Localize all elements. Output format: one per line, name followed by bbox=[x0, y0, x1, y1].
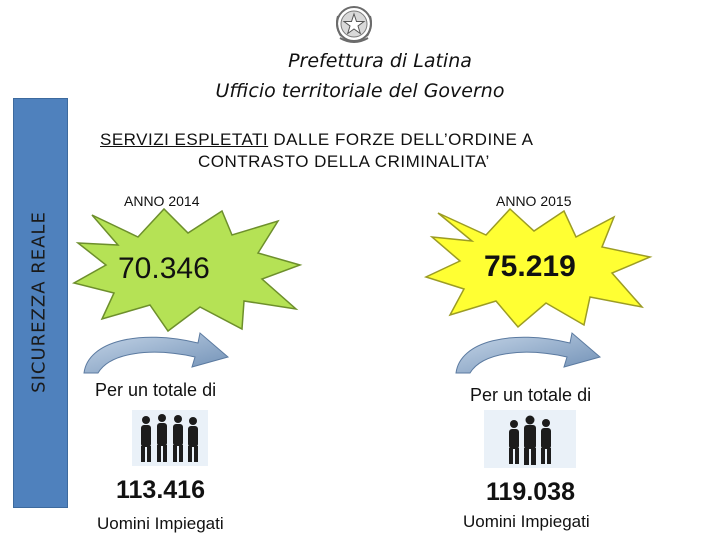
title-prefettura: Prefettura di Latina bbox=[288, 50, 472, 72]
people-count-2015: 119.038 bbox=[486, 478, 575, 506]
subtitle-line-2: CONTRASTO DELLA CRIMINALITA’ bbox=[198, 152, 490, 171]
people-count-2014: 113.416 bbox=[116, 476, 205, 504]
subtitle-rest: DALLE FORZE DELL’ORDINE A bbox=[268, 130, 534, 149]
total-label-2014: Per un totale di bbox=[95, 380, 217, 400]
curved-arrow-icon bbox=[80, 327, 230, 377]
emblem-icon bbox=[332, 2, 376, 48]
people-label-2014: Uomini Impiegati bbox=[97, 514, 224, 533]
side-label: SICUREZZA REALE bbox=[28, 211, 50, 393]
people-group-icon bbox=[484, 410, 576, 468]
services-count-2014: 70.346 bbox=[118, 252, 210, 285]
year-label-2014: ANNO 2014 bbox=[124, 193, 200, 209]
curved-arrow-icon bbox=[452, 327, 602, 377]
total-label-2015: Per un totale di bbox=[470, 385, 592, 405]
year-label-2015: ANNO 2015 bbox=[496, 193, 572, 209]
people-group-icon bbox=[132, 410, 208, 466]
people-label-2015: Uomini Impiegati bbox=[463, 512, 590, 531]
subtitle-line-1 bbox=[100, 130, 533, 150]
title-ufficio: Ufficio territoriale del Governo bbox=[215, 80, 505, 102]
subtitle-underlined: SERVIZI ESPLETATI bbox=[100, 130, 269, 149]
services-count-2015: 75.219 bbox=[484, 250, 576, 283]
